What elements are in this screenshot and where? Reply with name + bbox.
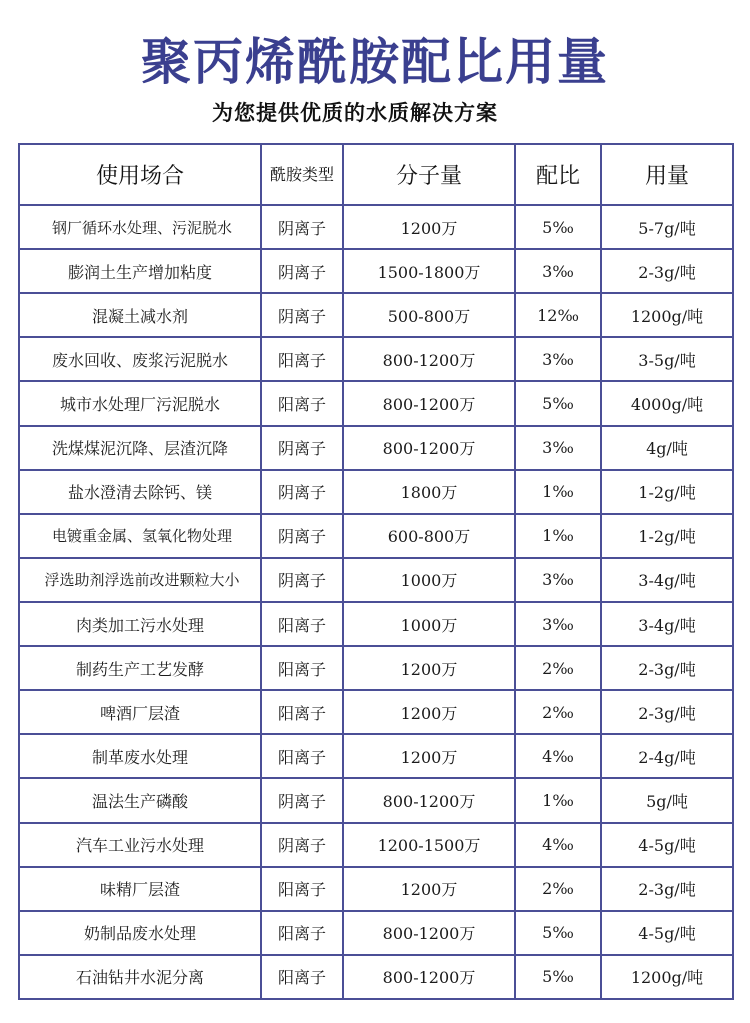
cell-amide-type: 阳离子	[261, 690, 343, 734]
header-ratio: 配比	[515, 144, 601, 205]
cell-molecular-weight: 1200-1500万	[343, 823, 515, 867]
cell-ratio: 2‰	[515, 867, 601, 911]
cell-usage: 电镀重金属、氢氧化物处理	[19, 514, 261, 558]
header-usage: 使用场合	[19, 144, 261, 205]
cell-usage: 盐水澄清去除钙、镁	[19, 470, 261, 514]
cell-amide-type: 阴离子	[261, 249, 343, 293]
table-row	[19, 646, 733, 690]
cell-dosage: 1200g/吨	[601, 955, 733, 999]
cell-molecular-weight: 800-1200万	[343, 426, 515, 470]
cell-ratio: 3‰	[515, 558, 601, 602]
cell-molecular-weight: 800-1200万	[343, 778, 515, 822]
cell-dosage: 4-5g/吨	[601, 911, 733, 955]
cell-dosage: 2-3g/吨	[601, 867, 733, 911]
cell-usage: 废水回收、废浆污泥脱水	[19, 337, 261, 381]
cell-amide-type: 阳离子	[261, 734, 343, 778]
cell-usage: 石油钻井水泥分离	[19, 955, 261, 999]
cell-molecular-weight: 1000万	[343, 602, 515, 646]
cell-dosage: 2-4g/吨	[601, 734, 733, 778]
page-subtitle: 为您提供优质的水质解决方案	[212, 101, 498, 125]
table-row	[19, 470, 733, 514]
cell-usage: 奶制品废水处理	[19, 911, 261, 955]
table-row	[19, 205, 733, 249]
cell-amide-type: 阴离子	[261, 293, 343, 337]
cell-dosage: 1200g/吨	[601, 293, 733, 337]
cell-ratio: 12‰	[515, 293, 601, 337]
cell-amide-type: 阴离子	[261, 205, 343, 249]
cell-amide-type: 阳离子	[261, 646, 343, 690]
cell-dosage: 2-3g/吨	[601, 646, 733, 690]
cell-usage: 温法生产磷酸	[19, 778, 261, 822]
cell-ratio: 2‰	[515, 690, 601, 734]
cell-amide-type: 阳离子	[261, 911, 343, 955]
cell-molecular-weight: 1200万	[343, 734, 515, 778]
cell-usage: 制药生产工艺发酵	[19, 646, 261, 690]
cell-amide-type: 阳离子	[261, 337, 343, 381]
table-body	[19, 205, 733, 999]
cell-usage: 汽车工业污水处理	[19, 823, 261, 867]
cell-molecular-weight: 1200万	[343, 690, 515, 734]
cell-dosage: 3-5g/吨	[601, 337, 733, 381]
cell-molecular-weight: 800-1200万	[343, 911, 515, 955]
cell-amide-type: 阴离子	[261, 823, 343, 867]
cell-usage: 肉类加工污水处理	[19, 602, 261, 646]
cell-dosage: 3-4g/吨	[601, 602, 733, 646]
table-row	[19, 734, 733, 778]
cell-amide-type: 阴离子	[261, 558, 343, 602]
cell-ratio: 5‰	[515, 911, 601, 955]
cell-molecular-weight: 800-1200万	[343, 337, 515, 381]
table-row	[19, 690, 733, 734]
cell-dosage: 1-2g/吨	[601, 514, 733, 558]
cell-dosage: 2-3g/吨	[601, 690, 733, 734]
cell-ratio: 3‰	[515, 249, 601, 293]
header-molecular-weight: 分子量	[343, 144, 515, 205]
table-row	[19, 293, 733, 337]
header-amide-type: 酰胺类型	[261, 144, 343, 205]
cell-usage: 洗煤煤泥沉降、层渣沉降	[19, 426, 261, 470]
cell-amide-type: 阳离子	[261, 867, 343, 911]
cell-ratio: 5‰	[515, 955, 601, 999]
table-row	[19, 426, 733, 470]
table-row	[19, 381, 733, 425]
cell-molecular-weight: 600-800万	[343, 514, 515, 558]
cell-ratio: 4‰	[515, 734, 601, 778]
cell-ratio: 2‰	[515, 646, 601, 690]
cell-ratio: 5‰	[515, 381, 601, 425]
cell-molecular-weight: 1200万	[343, 646, 515, 690]
cell-usage: 浮选助剂浮选前改进颗粒大小	[19, 558, 261, 602]
table-row	[19, 558, 733, 602]
cell-dosage: 3-4g/吨	[601, 558, 733, 602]
cell-usage: 啤酒厂层渣	[19, 690, 261, 734]
cell-molecular-weight: 1200万	[343, 205, 515, 249]
table-row	[19, 514, 733, 558]
cell-usage: 制革废水处理	[19, 734, 261, 778]
cell-usage: 混凝土减水剂	[19, 293, 261, 337]
cell-ratio: 4‰	[515, 823, 601, 867]
cell-amide-type: 阴离子	[261, 426, 343, 470]
cell-usage: 膨润土生产增加粘度	[19, 249, 261, 293]
cell-usage: 钢厂循环水处理、污泥脱水	[19, 205, 261, 249]
cell-dosage: 4g/吨	[601, 426, 733, 470]
table-row	[19, 602, 733, 646]
table-row	[19, 955, 733, 999]
cell-ratio: 1‰	[515, 778, 601, 822]
table-header-row	[19, 144, 733, 205]
cell-ratio: 3‰	[515, 337, 601, 381]
cell-dosage: 1-2g/吨	[601, 470, 733, 514]
cell-molecular-weight: 1500-1800万	[343, 249, 515, 293]
table-row	[19, 867, 733, 911]
cell-amide-type: 阴离子	[261, 470, 343, 514]
cell-usage: 城市水处理厂污泥脱水	[19, 381, 261, 425]
table-row	[19, 249, 733, 293]
cell-dosage: 4-5g/吨	[601, 823, 733, 867]
table-row	[19, 337, 733, 381]
cell-molecular-weight: 800-1200万	[343, 381, 515, 425]
cell-ratio: 5‰	[515, 205, 601, 249]
page-title: 聚丙烯酰胺配比用量	[141, 33, 609, 91]
cell-molecular-weight: 800-1200万	[343, 955, 515, 999]
cell-molecular-weight: 1000万	[343, 558, 515, 602]
cell-dosage: 5-7g/吨	[601, 205, 733, 249]
header-dosage: 用量	[601, 144, 733, 205]
cell-amide-type: 阳离子	[261, 381, 343, 425]
table-row	[19, 778, 733, 822]
cell-dosage: 4000g/吨	[601, 381, 733, 425]
cell-amide-type: 阳离子	[261, 602, 343, 646]
cell-dosage: 2-3g/吨	[601, 249, 733, 293]
cell-ratio: 1‰	[515, 514, 601, 558]
table-row	[19, 823, 733, 867]
cell-ratio: 1‰	[515, 470, 601, 514]
cell-ratio: 3‰	[515, 426, 601, 470]
cell-molecular-weight: 1800万	[343, 470, 515, 514]
cell-ratio: 3‰	[515, 602, 601, 646]
cell-molecular-weight: 500-800万	[343, 293, 515, 337]
table-row	[19, 911, 733, 955]
cell-amide-type: 阳离子	[261, 955, 343, 999]
dosage-table	[18, 143, 734, 1000]
cell-usage: 味精厂层渣	[19, 867, 261, 911]
cell-dosage: 5g/吨	[601, 778, 733, 822]
cell-amide-type: 阴离子	[261, 778, 343, 822]
cell-molecular-weight: 1200万	[343, 867, 515, 911]
cell-amide-type: 阴离子	[261, 514, 343, 558]
